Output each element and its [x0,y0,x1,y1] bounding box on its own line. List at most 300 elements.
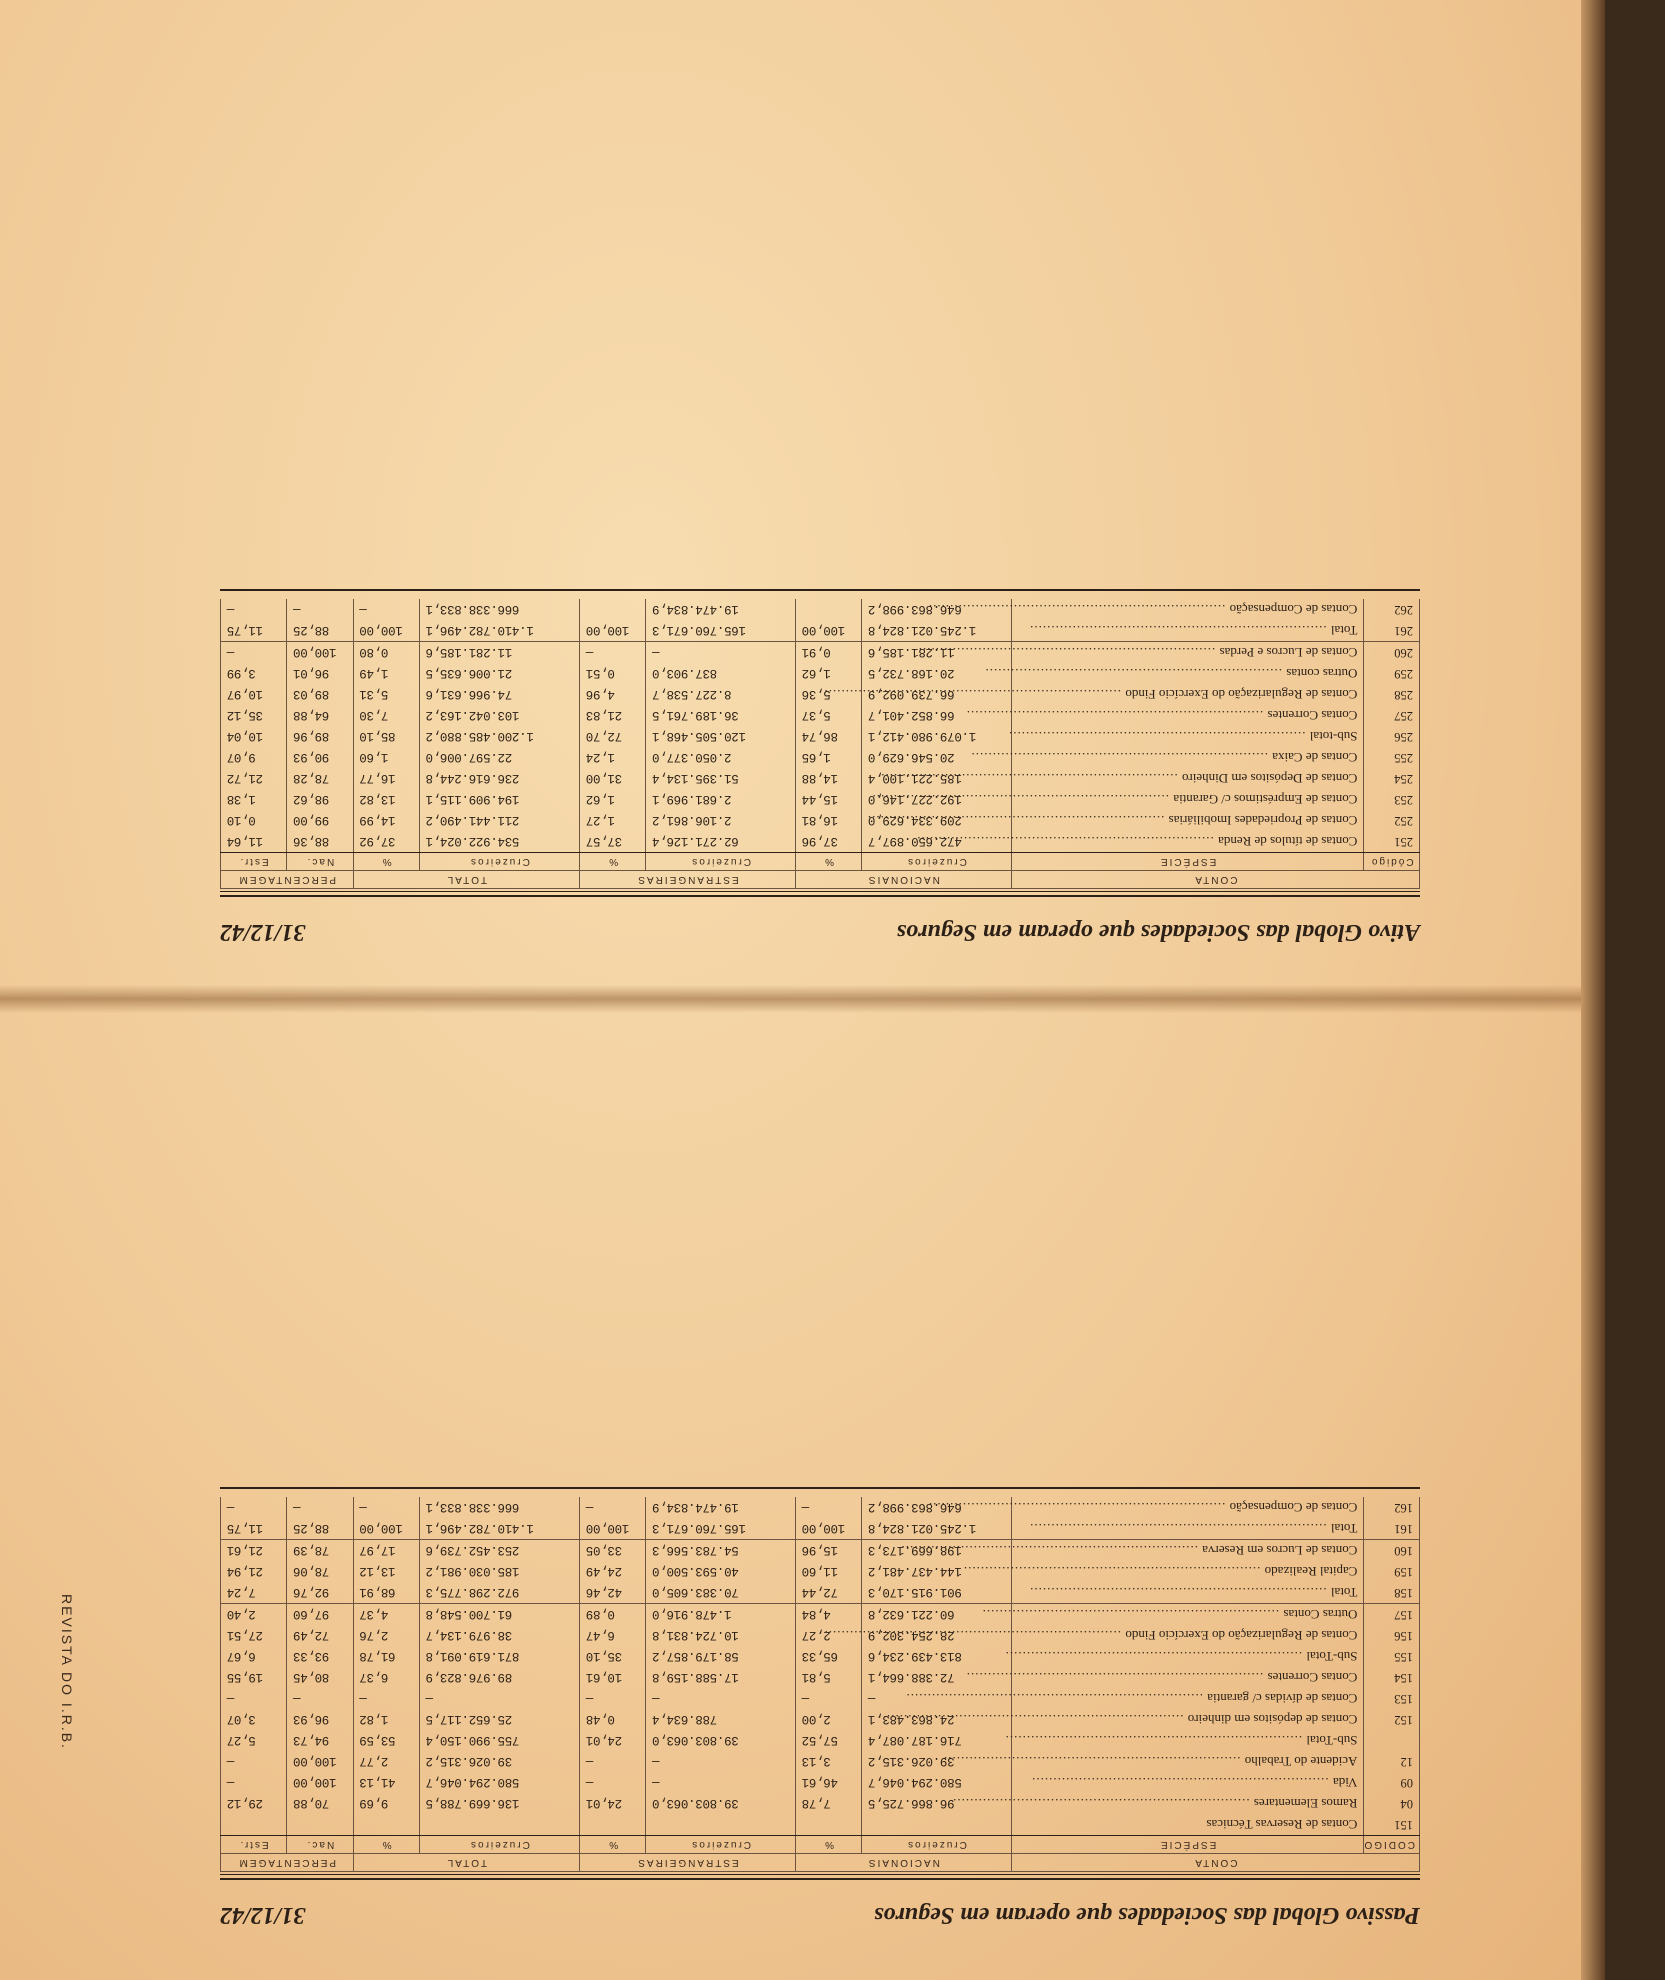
passivo-th-especie: ESPÉCIE [1011,1836,1364,1854]
passivo-th-percentagem: PERCENTAGEM [221,1854,354,1872]
cell-perc-est: — [221,1772,287,1793]
cell-est-pct: 10,61 [580,1667,646,1688]
cell-nac-cruzeiros [862,1814,1012,1836]
cell-perc-nac: 64,88 [287,705,353,726]
cell-code: 157 [1364,1604,1420,1626]
cell-tot-pct: 1,82 [353,1709,419,1730]
cell-nac-pct: 86,74 [795,726,861,747]
cell-especie [1011,747,1364,768]
cell-tot-cruzeiros: 755.990.150,4 [419,1730,579,1751]
ativo-th-est-cruzeiros: Cruzeiros [646,853,796,871]
ativo-th-estrangeiras: ESTRANGEIRAS [580,871,796,889]
cell-nac-pct: 100,00 [795,620,861,642]
ativo-date: 31/12/42 [220,919,306,945]
especie-label: Outras Contas ..... [982,1608,1358,1623]
especie-label: Vida ..... [1031,1776,1357,1791]
cell-code: 155 [1364,1646,1420,1667]
cell-tot-pct: 0,80 [353,642,419,664]
especie-label: Sub-Total ..... [1005,1650,1358,1665]
cell-est-pct: — [580,1688,646,1709]
cell-tot-cruzeiros [419,1814,579,1836]
cell-perc-est: 19,55 [221,1667,287,1688]
cell-perc-nac: 97,60 [287,1604,353,1626]
cell-perc-nac: 94,73 [287,1730,353,1751]
cell-est-cruzeiros: 2.681.969,1 [646,789,796,810]
cell-nac-cruzeiros: 185.221.100,4 [862,768,1012,789]
ativo-th-nacionais: NACIONAIS [795,871,1011,889]
cell-nac-cruzeiros: 144.437.481,2 [862,1561,1012,1582]
cell-especie [1011,789,1364,810]
cell-nac-pct: 11,60 [795,1561,861,1582]
cell-nac-cruzeiros: 72.388.664,1 [862,1667,1012,1688]
cell-est-pct: 37,57 [580,831,646,853]
especie-label: Contas Correntes ..... [966,709,1358,724]
ativo-table-body [221,599,1420,853]
table-row [221,684,1420,705]
cell-especie [1011,599,1364,620]
cell-tot-pct: 14,99 [353,810,419,831]
cell-tot-cruzeiros: 89.976.823,9 [419,1667,579,1688]
cell-code: 259 [1364,663,1420,684]
cell-especie [1011,810,1364,831]
cell-perc-est: — [221,1497,287,1518]
especie-label: Contas de Regularização do Exercício Findo ..... [824,688,1358,703]
passivo-th-nacionais: NACIONAIS [795,1854,1011,1872]
table-row [221,768,1420,789]
cell-nac-cruzeiros: 209.334.629,0 [862,810,1012,831]
cell-nac-pct: 5,36 [795,684,861,705]
cell-perc-est: 10,04 [221,726,287,747]
passivo-th-conta: CONTA [1011,1854,1419,1872]
cell-est-cruzeiros: 788.634,4 [646,1709,796,1730]
cell-tot-pct: 1,60 [353,747,419,768]
cell-tot-pct: 2,77 [353,1751,419,1772]
cell-perc-nac: — [287,599,353,620]
cell-nac-pct: 4,84 [795,1604,861,1626]
cell-est-pct: 0,48 [580,1709,646,1730]
cell-tot-pct: 53,59 [353,1730,419,1751]
passivo-th-codigo: CODIGO [1364,1836,1420,1854]
cell-perc-nac: 96,01 [287,663,353,684]
cell-perc-nac: 89,03 [287,684,353,705]
cell-tot-cruzeiros: 103.042.163,2 [419,705,579,726]
passivo-title-row [220,1880,1420,1928]
cell-code: 258 [1364,684,1420,705]
cell-code: 158 [1364,1582,1420,1604]
cell-code [1364,1730,1420,1751]
cell-tot-cruzeiros: 185.030.981,2 [419,1561,579,1582]
cell-perc-nac: 78,39 [287,1540,353,1562]
cell-nac-pct: — [795,1497,861,1518]
cell-especie [1011,1709,1364,1730]
especie-label: Contas de Depósitos em Dinheiro ..... [880,772,1357,787]
table-row [221,663,1420,684]
cell-perc-nac: — [287,1688,353,1709]
cell-perc-est: 21,61 [221,1540,287,1562]
passivo-title: Passivo Global das Sociedades que operam em Seguros [874,1902,1420,1928]
cell-est-pct: 33,05 [580,1540,646,1562]
cell-nac-pct: 2,00 [795,1709,861,1730]
table-row [221,642,1420,664]
cell-nac-cruzeiros: 901.915.170,3 [862,1582,1012,1604]
cell-perc-est: 5,27 [221,1730,287,1751]
especie-label: Contas de dívidas c/ garantia ..... [906,1692,1358,1707]
running-head-right: REVISTA DO I.R.B. [59,1594,76,1750]
especie-label: Contas de Regularização do Exercício Findo ..... [824,1629,1358,1644]
cell-nac-cruzeiros: 1.245.021.824,8 [862,1518,1012,1540]
cell-especie [1011,1772,1364,1793]
cell-est-pct: 0,89 [580,1604,646,1626]
cell-code: 255 [1364,747,1420,768]
cell-nac-pct: 0,91 [795,642,861,664]
cell-tot-pct: 1,49 [353,663,419,684]
cell-code: 12 [1364,1751,1420,1772]
especie-label: Total ..... [1029,1522,1357,1537]
cell-est-pct: 4,96 [580,684,646,705]
cell-nac-pct: 14,88 [795,768,861,789]
passivo-th-total: TOTAL [353,1854,580,1872]
cell-tot-pct: 37,92 [353,831,419,853]
cell-tot-pct: 9,69 [353,1793,419,1814]
cell-est-pct: 35,10 [580,1646,646,1667]
especie-label: Outras contas ..... [985,667,1358,682]
table-row [221,810,1420,831]
cell-perc-est: 27,51 [221,1625,287,1646]
cell-tot-cruzeiros: 136.669.788,5 [419,1793,579,1814]
cell-tot-cruzeiros: 61.700.548,8 [419,1604,579,1626]
especie-label: Acidente do Trabalho ..... [943,1755,1357,1770]
cell-code: 253 [1364,789,1420,810]
cell-perc-est: 11,64 [221,831,287,853]
cell-perc-nac: 88,25 [287,1518,353,1540]
table-row [221,1772,1420,1793]
cell-nac-cruzeiros: 24.863.483,1 [862,1709,1012,1730]
cell-nac-pct: 72,44 [795,1582,861,1604]
cell-est-pct: 42,46 [580,1582,646,1604]
cell-nac-pct: 57,52 [795,1730,861,1751]
cell-tot-pct: 41,13 [353,1772,419,1793]
cell-nac-cruzeiros: 20.546.629,0 [862,747,1012,768]
cell-est-pct: 1,27 [580,810,646,831]
cell-tot-pct: 2,76 [353,1625,419,1646]
cell-est-cruzeiros: 62.271.126,4 [646,831,796,853]
ativo-th-codigo: Código [1364,853,1420,871]
cell-tot-pct: 16,77 [353,768,419,789]
cell-est-cruzeiros: 70.383.605,0 [646,1582,796,1604]
cell-code: 257 [1364,705,1420,726]
cell-nac-cruzeiros: 11.281.185,6 [862,642,1012,664]
cell-tot-cruzeiros: 1.410.782.496,1 [419,620,579,642]
cell-nac-pct: 3,13 [795,1751,861,1772]
cell-code: 154 [1364,1667,1420,1688]
ativo-th-nac-cruzeiros: Cruzeiros [862,853,1012,871]
cell-perc-est: 21,94 [221,1561,287,1582]
cell-especie [1011,1561,1364,1582]
especie-label: Contas de Lucros e Perdas ..... [918,646,1358,661]
table-row [221,1709,1420,1730]
cell-est-cruzeiros: 40.593.500,0 [646,1561,796,1582]
cell-especie [1011,1793,1364,1814]
cell-nac-cruzeiros: 192.227.146,0 [862,789,1012,810]
cell-tot-pct [353,1814,419,1836]
cell-tot-pct: 4,37 [353,1604,419,1626]
cell-perc-est: 9,07 [221,747,287,768]
cell-tot-pct: 61,78 [353,1646,419,1667]
ativo-th-especie: ESPÉCIE [1011,853,1364,871]
cell-tot-cruzeiros: 871.619.091,8 [419,1646,579,1667]
cell-perc-est: 3,07 [221,1709,287,1730]
cell-est-cruzeiros: 58.179.857,2 [646,1646,796,1667]
cell-est-pct: 100,00 [580,1518,646,1540]
especie-label: Contas de depósitos em dinheiro ..... [886,1713,1357,1728]
cell-perc-nac [287,1814,353,1836]
cell-perc-est: — [221,599,287,620]
cell-perc-est: 21,72 [221,768,287,789]
cell-est-pct: — [580,1772,646,1793]
cell-perc-nac: 78,28 [287,768,353,789]
cell-nac-cruzeiros: — [862,1688,1012,1709]
cell-est-cruzeiros: 8.227.538,7 [646,684,796,705]
table-row [221,620,1420,642]
cell-est-pct: 31,00 [580,768,646,789]
cell-tot-cruzeiros: 253.452.739,6 [419,1540,579,1562]
cell-nac-pct: 15,96 [795,1540,861,1562]
table-row [221,1518,1420,1540]
ativo-sheet [220,589,1420,945]
cell-perc-est: 3,99 [221,663,287,684]
cell-especie [1011,1625,1364,1646]
cell-nac-pct: 1,65 [795,747,861,768]
cell-nac-pct: 5,37 [795,705,861,726]
especie-label: Sub-Total ..... [1005,1734,1358,1749]
cell-especie [1011,1582,1364,1604]
cell-code: 251 [1364,831,1420,853]
cell-code: 159 [1364,1561,1420,1582]
cell-nac-cruzeiros: 28.254.302,9 [862,1625,1012,1646]
cell-perc-nac: 96,93 [287,1709,353,1730]
cell-especie [1011,663,1364,684]
cell-nac-cruzeiros: 1.079.980.412,1 [862,726,1012,747]
especie-label: Contas de Empréstimos c/ Garantia ..... [872,793,1358,808]
ativo-th-estr: Estr. [221,853,287,871]
cell-perc-est [221,1814,287,1836]
cell-code: 160 [1364,1540,1420,1562]
cell-nac-cruzeiros: 198.669.173,3 [862,1540,1012,1562]
cell-tot-cruzeiros: 236.616.244,8 [419,768,579,789]
passivo-th-estrangeiras: ESTRANGEIRAS [580,1854,796,1872]
cell-est-cruzeiros: 120.505.468,1 [646,726,796,747]
especie-label: Contas de Lucros em Reserva ..... [900,1544,1357,1559]
cell-especie [1011,1688,1364,1709]
cell-tot-cruzeiros: 1.410.782.496,1 [419,1518,579,1540]
table-row [221,1793,1420,1814]
cell-perc-nac: 72,49 [287,1625,353,1646]
ativo-top-rule [220,891,1420,897]
especie-label: Capital Realizado ..... [963,1565,1358,1580]
cell-perc-est: 7,24 [221,1582,287,1604]
cell-perc-nac: 89,96 [287,726,353,747]
especie-label: Total ..... [1029,624,1357,639]
cell-tot-cruzeiros: 580.294.046,7 [419,1772,579,1793]
cell-est-cruzeiros: — [646,1772,796,1793]
cell-nac-pct: 1,62 [795,663,861,684]
cell-especie [1011,620,1364,642]
cell-perc-nac: 88,36 [287,831,353,853]
cell-nac-pct: 2,27 [795,1625,861,1646]
especie-label: Contas de Compensação ..... [928,1501,1358,1516]
ativo-bottom-rule [220,589,1420,591]
cell-tot-cruzeiros: 22.597.006,0 [419,747,579,768]
cell-tot-cruzeiros: 1.200.485.880,2 [419,726,579,747]
cell-nac-cruzeiros: 66.739.092,9 [862,684,1012,705]
table-row [221,1540,1420,1562]
cell-especie [1011,1646,1364,1667]
ativo-title: Ativo Global das Sociedades que operam em Seguros [896,919,1420,945]
cell-perc-nac: — [287,1497,353,1518]
cell-tot-cruzeiros: — [419,1688,579,1709]
cell-est-cruzeiros: — [646,1751,796,1772]
table-row [221,1814,1420,1836]
cell-especie [1011,1667,1364,1688]
cell-est-cruzeiros: 19.474.834,9 [646,599,796,620]
passivo-bottom-rule [220,1487,1420,1489]
cell-nac-cruzeiros: 646.863.998,2 [862,599,1012,620]
cell-nac-pct: — [795,1688,861,1709]
cell-tot-cruzeiros: 534.922.024,1 [419,831,579,853]
especie-label: Contas de Propriedades Imobiliárias ..... [867,814,1358,829]
cell-nac-cruzeiros: 580.294.046,7 [862,1772,1012,1793]
cell-perc-est: 1,38 [221,789,287,810]
table-row [221,1604,1420,1626]
cell-nac-pct: 100,00 [795,1518,861,1540]
cell-est-cruzeiros: 54.783.566,3 [646,1540,796,1562]
cell-est-cruzeiros: — [646,1688,796,1709]
cell-especie [1011,1730,1364,1751]
cell-perc-nac: 90,93 [287,747,353,768]
passivo-th-tot-cruzeiros: Cruzeiros [419,1836,579,1854]
cell-especie [1011,768,1364,789]
passivo-th-estr: Estr. [221,1836,287,1854]
especie-label: Contas Correntes ..... [966,1671,1358,1686]
cell-perc-est: 35,12 [221,705,287,726]
table-row [221,789,1420,810]
cell-nac-pct [795,1814,861,1836]
cell-tot-pct: 7,30 [353,705,419,726]
cell-tot-cruzeiros: 666.338.833,1 [419,599,579,620]
cell-est-pct: 24,01 [580,1730,646,1751]
especie-label: Contas de Compensação ..... [928,603,1358,618]
cell-perc-nac: 99,00 [287,810,353,831]
cell-tot-cruzeiros: 25.652.117,5 [419,1709,579,1730]
cell-est-pct: — [580,1497,646,1518]
table-row [221,747,1420,768]
cell-especie [1011,705,1364,726]
cell-tot-pct: 100,00 [353,620,419,642]
cell-nac-pct: 15,44 [795,789,861,810]
cell-nac-cruzeiros: 66.852.401,7 [862,705,1012,726]
cell-est-pct: 6,47 [580,1625,646,1646]
passivo-top-rule [220,1874,1420,1880]
cell-code: 151 [1364,1814,1420,1836]
ativo-th-nac: Nac. [287,853,353,871]
cell-perc-nac: 88,25 [287,620,353,642]
table-row [221,1561,1420,1582]
cell-est-pct: — [580,1751,646,1772]
cell-nac-pct: 37,96 [795,831,861,853]
especie-label: Contas de Caixa ..... [970,751,1357,766]
cell-nac-pct: 16,81 [795,810,861,831]
cell-est-cruzeiros: — [646,642,796,664]
ativo-th-nac-pct: % [795,853,861,871]
ativo-table [220,599,1420,889]
passivo-th-nac: Nac. [287,1836,353,1854]
cell-nac-pct: 46,61 [795,1772,861,1793]
cell-est-pct: 0,51 [580,663,646,684]
ativo-title-row [220,897,1420,945]
cell-est-pct: 1,62 [580,789,646,810]
cell-nac-cruzeiros: 20.168.732,5 [862,663,1012,684]
cell-est-cruzeiros: 837.903,0 [646,663,796,684]
table-row [221,831,1420,853]
ativo-th-conta: CONTA [1011,871,1419,889]
cell-nac-pct: 65,33 [795,1646,861,1667]
cell-est-cruzeiros: 19.474.834,9 [646,1497,796,1518]
cell-code: 152 [1364,1709,1420,1730]
cell-est-cruzeiros: 51.395.134,4 [646,768,796,789]
cell-tot-pct: — [353,1688,419,1709]
cell-tot-pct: — [353,599,419,620]
cell-nac-cruzeiros: 646.863.998,2 [862,1497,1012,1518]
cell-perc-est: 11,75 [221,620,287,642]
cell-nac-pct [795,599,861,620]
passivo-th-est-pct: % [580,1836,646,1854]
cell-code: 156 [1364,1625,1420,1646]
cell-perc-nac: 92,76 [287,1582,353,1604]
cell-nac-pct: 5,81 [795,1667,861,1688]
cell-especie [1011,1604,1364,1626]
passivo-date: 31/12/42 [220,1902,306,1928]
table-row [221,1582,1420,1604]
cell-perc-est: 11,75 [221,1518,287,1540]
cell-est-cruzeiros: 17.588.159,8 [646,1667,796,1688]
cell-especie [1011,1497,1364,1518]
cell-est-cruzeiros: 39.803.063,0 [646,1730,796,1751]
cell-perc-est: — [221,642,287,664]
cell-tot-pct: 100,00 [353,1518,419,1540]
cell-est-pct: 72,70 [580,726,646,747]
cell-est-cruzeiros: 165.760.671,3 [646,620,796,642]
cell-tot-cruzeiros: 11.281.185,6 [419,642,579,664]
cell-perc-nac: 100,00 [287,1751,353,1772]
cell-tot-cruzeiros: 194.909.115,1 [419,789,579,810]
ativo-th-tot-cruzeiros: Cruzeiros [419,853,579,871]
cell-tot-pct: 17,97 [353,1540,419,1562]
cell-nac-cruzeiros: 716.187.087,4 [862,1730,1012,1751]
table-row [221,1688,1420,1709]
cell-especie [1011,642,1364,664]
cell-perc-est: — [221,1688,287,1709]
cell-est-cruzeiros: 36.189.761,5 [646,705,796,726]
passivo-th-tot-pct: % [353,1836,419,1854]
cell-code: 254 [1364,768,1420,789]
cell-nac-cruzeiros: 813.439.234,6 [862,1646,1012,1667]
cell-perc-nac: 78,06 [287,1561,353,1582]
ativo-th-percentagem: PERCENTAGEM [221,871,354,889]
ativo-th-total: TOTAL [353,871,580,889]
cell-est-cruzeiros: 2.106.861,2 [646,810,796,831]
cell-tot-pct: 68,91 [353,1582,419,1604]
cell-perc-est: 10,97 [221,684,287,705]
